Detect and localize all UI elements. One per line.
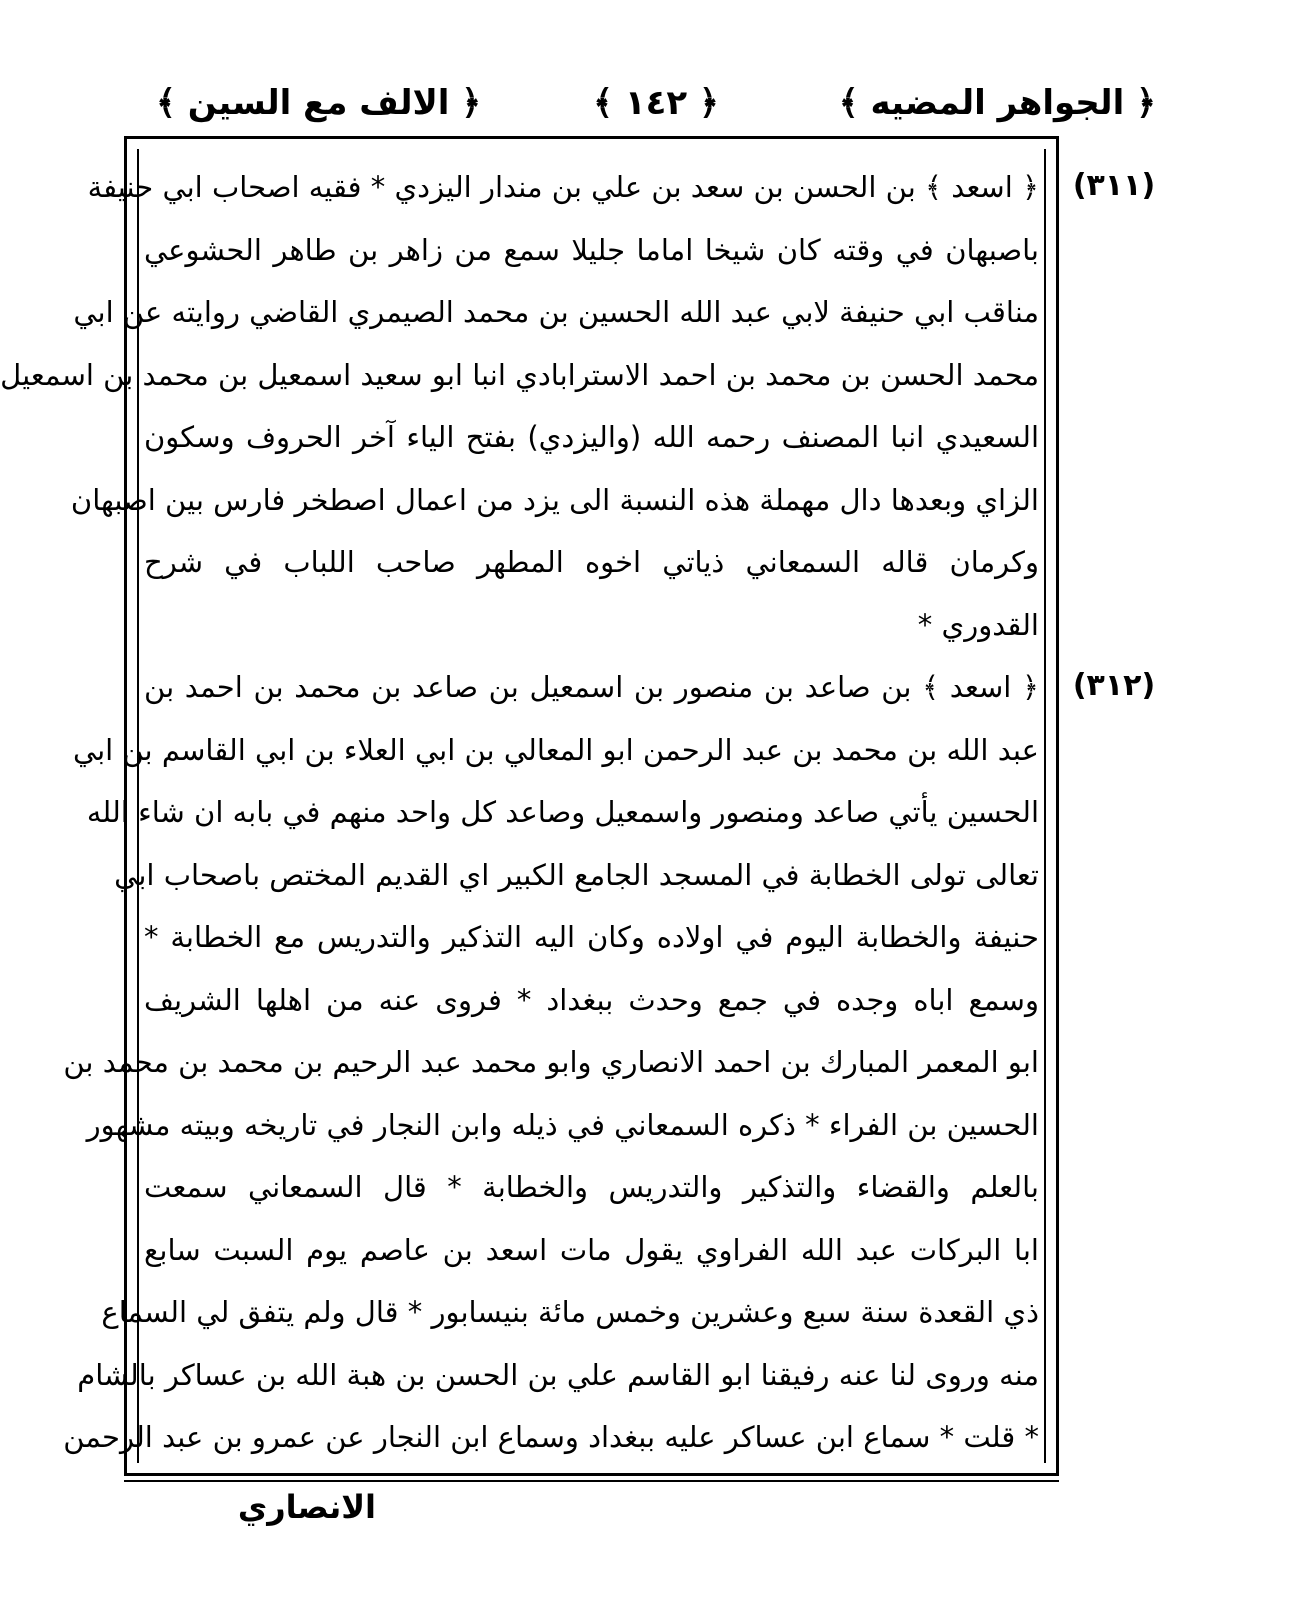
text-line: محمد الحسن بن محمد بن احمد الاسترابادي انبا ابو سعيد اسمعيل بن محمد بن اسمعيل: [0, 357, 1039, 392]
entry-number-311: (٣١١): [1072, 168, 1156, 203]
text-line: ذي القعدة سنة سبع وعشرين وخمس مائة بنيسابور * قال ولم يتفق لي السماع: [101, 1295, 1039, 1329]
text-line: مناقب ابي حنيفة لابي عبد الله الحسين بن محمد الصيمري القاضي روايته عن ابي: [73, 295, 1039, 329]
text-line: ﴿ اسعد ﴾ بن الحسن بن سعد بن علي بن مندار اليزدي * فقيه اصحاب ابي حنيفة: [87, 170, 1039, 204]
body-text: [0, 156, 1039, 1469]
text-line: عبد الله بن محمد بن عبد الرحمن ابو المعالي بن ابي العلاء بن ابي القاسم بن ابي: [72, 732, 1039, 767]
catchword: الانصاري: [237, 1488, 376, 1526]
text-line: الحسين يأتي صاعد ومنصور واسمعيل وصاعد كل واحد منهم في بابه ان شاء الله: [86, 795, 1039, 829]
bottom-rule: [124, 1480, 1059, 1482]
text-line: السعيدي انبا المصنف رحمه الله (واليزدي) بفتح الياء آخر الحروف وسكون: [144, 420, 1039, 454]
text-line: الزاي وبعدها دال مهملة هذه النسبة الى يزد من اعمال اصطخر فارس بين اصبهان: [70, 482, 1039, 517]
page-number: ﴿ ١٤٢ ﴾: [593, 83, 719, 123]
text-line: تعالى تولى الخطابة في المسجد الجامع الكبير اي القديم المختص باصحاب ابي: [114, 857, 1039, 892]
text-line: ابو المعمر المبارك بن احمد الانصاري وابو محمد عبد الرحيم بن محمد بن محمد بن: [63, 1045, 1039, 1079]
text-line: القدوري *: [917, 607, 1039, 642]
book-title: ﴿ الجواهر المضيه ﴾: [838, 83, 1156, 123]
text-line: باصبهان في وقته كان شيخا اماما جليلا سمع من زاهر بن طاهر الحشوعي: [144, 232, 1039, 267]
text-line: وكرمان قاله السمعاني ذياتي اخوه المطهر صاحب اللباب في شرح: [144, 545, 1039, 579]
entry-number-312: (٣١٢): [1072, 668, 1156, 703]
running-header: [156, 78, 1156, 128]
text-line: ابا البركات عبد الله الفراوي يقول مات اسعد بن عاصم يوم السبت سابع: [144, 1232, 1039, 1267]
text-line: حنيفة والخطابة اليوم في اولاده وكان اليه التذكير والتدريس مع الخطابة *: [144, 920, 1039, 954]
text-line: الحسين بن الفراء * ذكره السمعاني في ذيله وابن النجار في تاريخه وبيته مشهور: [86, 1107, 1039, 1142]
text-line: * قلت * سماع ابن عساكر عليه ببغداد وسماع ابن النجار عن عمرو بن عبد الرحمن: [63, 1420, 1039, 1454]
text-line: بالعلم والقضاء والتذكير والتدريس والخطابة * قال السمعاني سمعت: [144, 1170, 1039, 1204]
section-title: ﴿ الالف مع السين ﴾: [156, 83, 482, 123]
text-line: وسمع اباه وجده في جمع وحدث ببغداد * فروى عنه من اهلها الشريف: [144, 982, 1039, 1017]
text-line: منه وروى لنا عنه رفيقنا ابو القاسم علي بن الحسن بن هبة الله بن عساكر بالشام: [77, 1357, 1039, 1392]
text-line: ﴿ اسعد ﴾ بن صاعد بن منصور بن اسمعيل بن صاعد بن محمد بن احمد بن: [144, 670, 1039, 704]
